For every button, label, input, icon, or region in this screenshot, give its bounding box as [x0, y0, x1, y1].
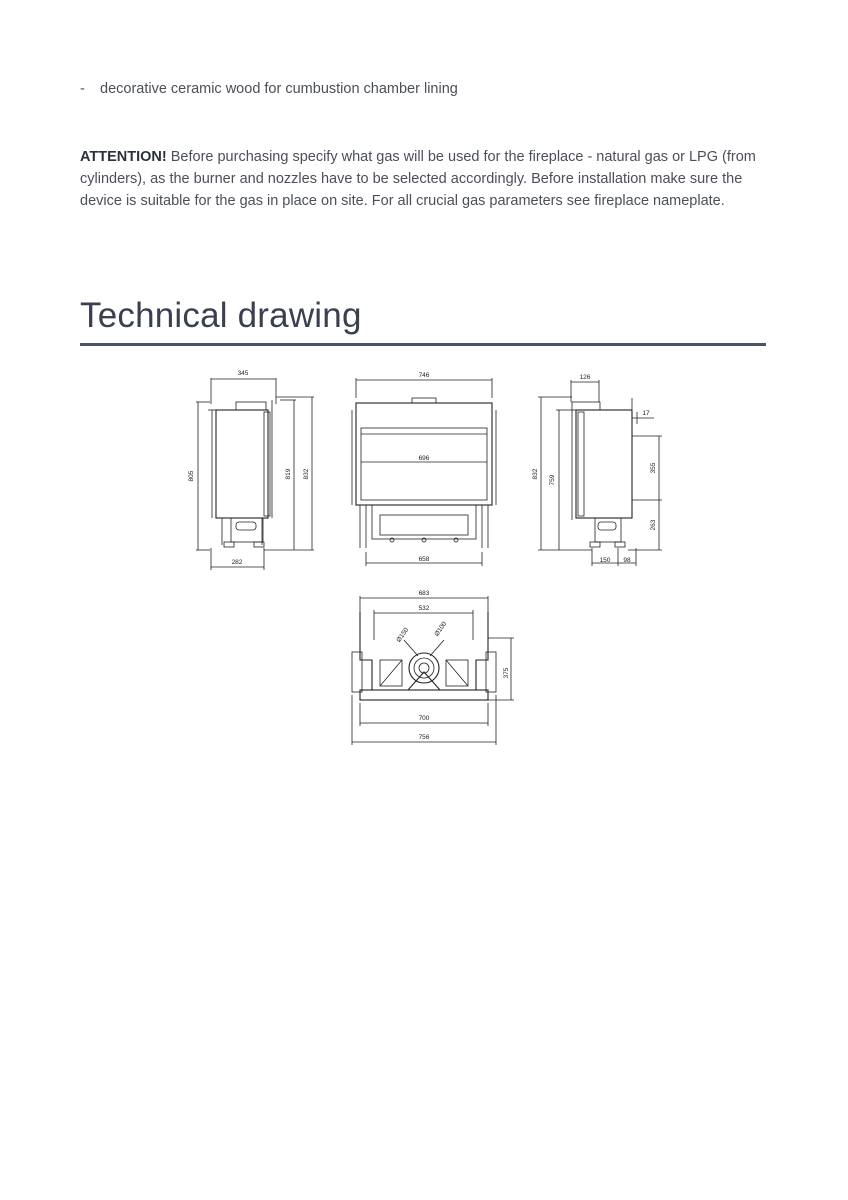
dim-label: 345: [237, 370, 249, 377]
dim-label: 683: [418, 590, 430, 597]
dim-label: 532: [418, 605, 430, 612]
dim-label: 819: [285, 468, 292, 480]
dim-label: 696: [418, 455, 430, 462]
dim-label: 658: [418, 556, 430, 563]
dim-label: 700: [418, 715, 430, 722]
dim-label: 805: [188, 470, 195, 482]
dim-label: Ø150: [395, 626, 411, 644]
front-view: [352, 378, 496, 566]
dim-label: 355: [650, 462, 657, 474]
dim-label: 832: [303, 468, 310, 480]
dim-label: 746: [418, 372, 430, 379]
bullet-text: decorative ceramic wood for cumbustion chamber lining: [100, 81, 458, 97]
attention-text: Before purchasing specify what gas will be used for the fireplace - natural gas or LPG (from cylinders), as the burner and nozzles have to be selected accordingly. Before installation make sure the device is suitable for the gas in place on site. For all crucial gas parameters see fireplace nameplate.: [80, 149, 756, 209]
dim-label: 150: [599, 557, 611, 564]
dim-label: Ø100: [433, 620, 449, 638]
dim-label: 263: [650, 519, 657, 531]
dim-label: 282: [231, 559, 243, 566]
dim-label: 759: [549, 474, 556, 486]
top-view: [352, 596, 514, 745]
dim-label: 17: [642, 410, 650, 417]
dim-label: 375: [503, 667, 510, 679]
attention-label: ATTENTION!: [80, 149, 167, 165]
section-title: Technical drawing: [80, 296, 362, 335]
dim-label: 832: [532, 468, 539, 480]
side-view: [196, 378, 314, 570]
bullet-dash: -: [80, 81, 85, 97]
dim-label: 98: [623, 557, 631, 564]
dim-label: 756: [418, 734, 430, 741]
dim-label: 126: [579, 374, 591, 381]
right-view: [538, 380, 662, 566]
